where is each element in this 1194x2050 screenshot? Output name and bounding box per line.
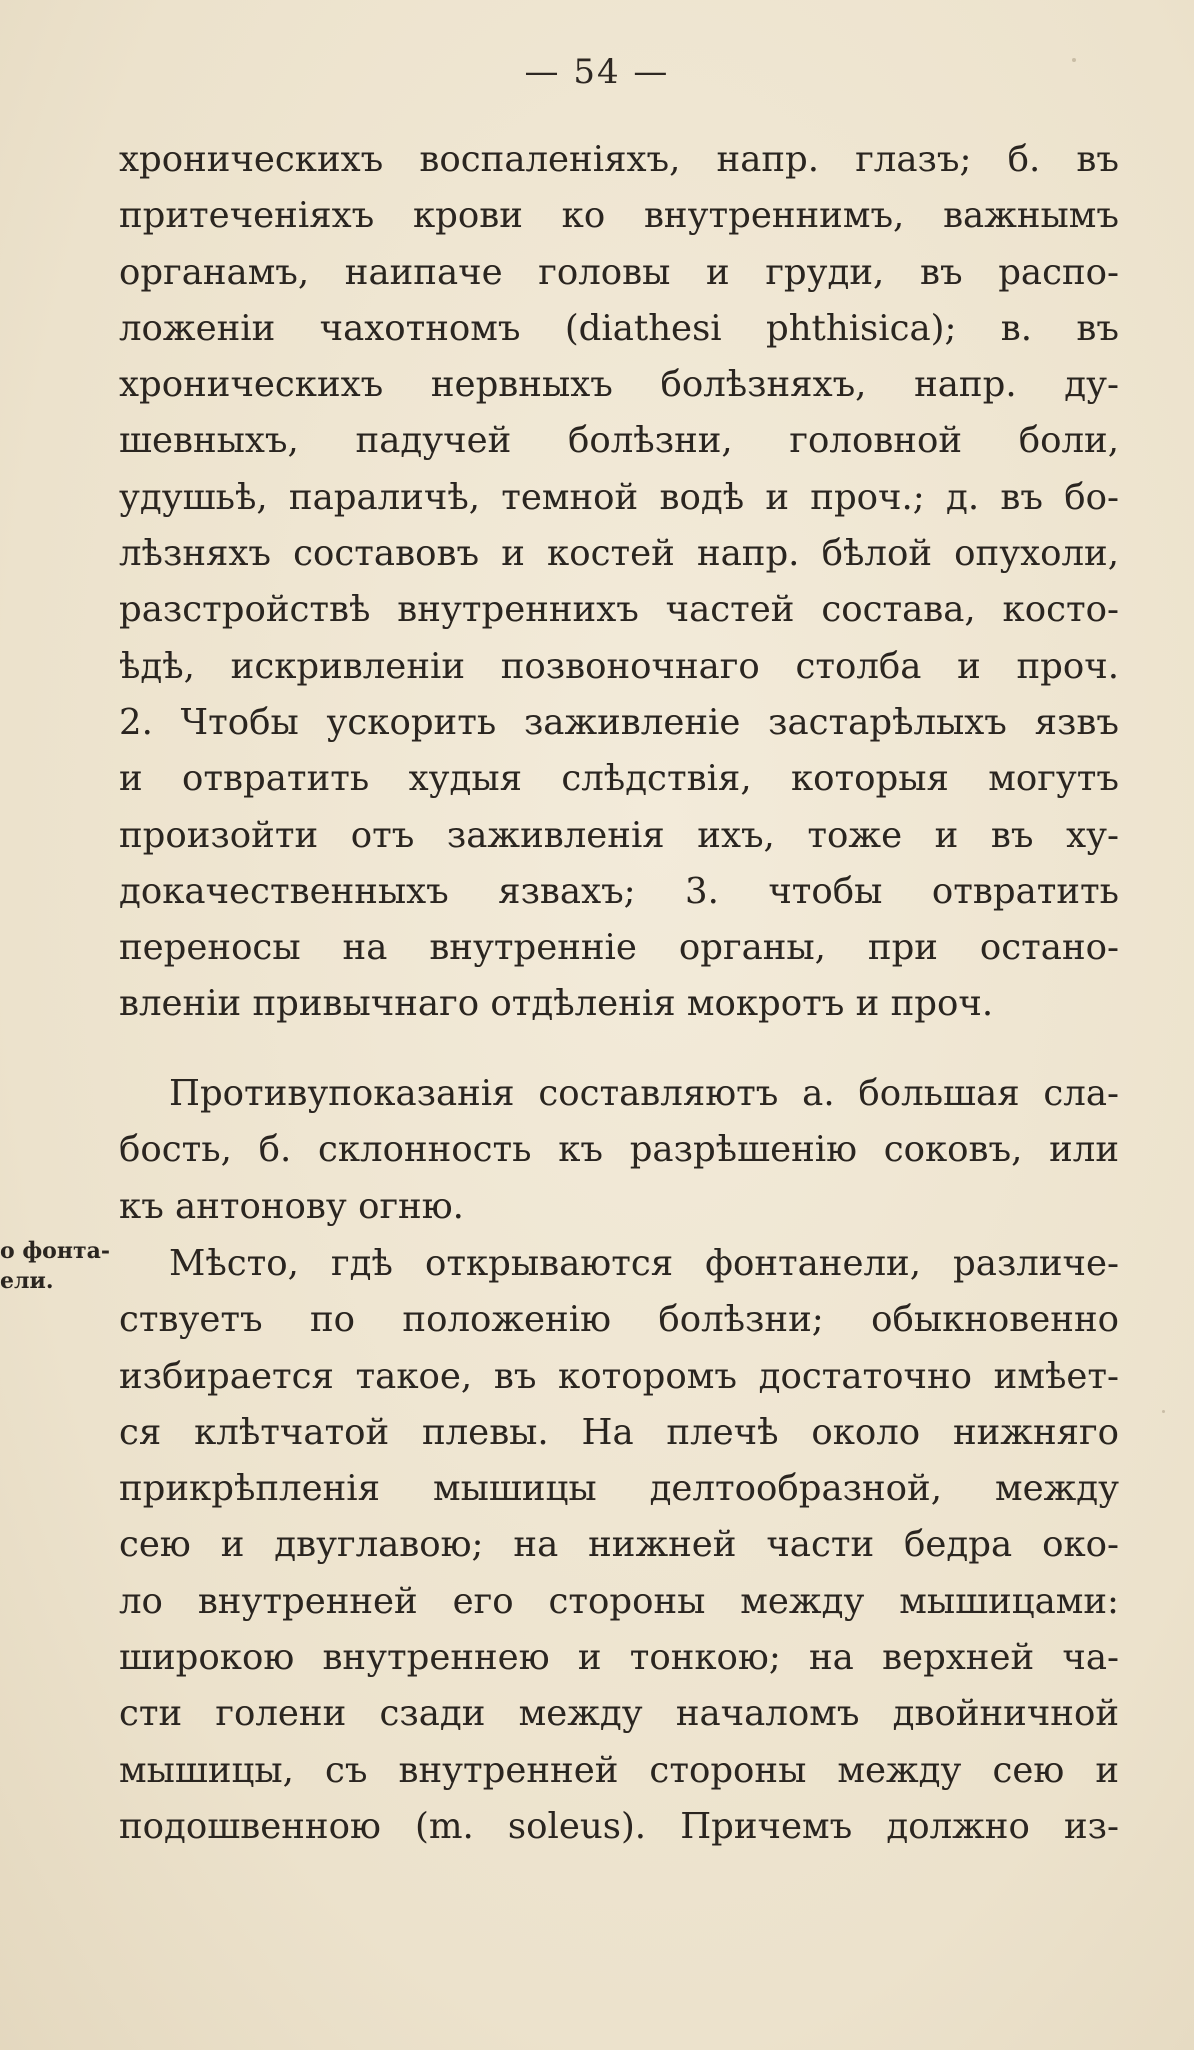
text-line: бость, б. склонность къ разрѣшенію соковъ, или	[119, 1129, 1119, 1171]
marginal-note-line: ели.	[0, 1268, 54, 1294]
text-line: ся клѣтчатой плевы. На плечѣ около нижняго	[119, 1411, 1119, 1453]
text-line: лѣзняхъ составовъ и костей напр. бѣлой опухоли,	[119, 533, 1119, 575]
text-line: и отвратить худыя слѣдствія, которыя могутъ	[119, 758, 1119, 800]
paper-speck	[1162, 1410, 1165, 1413]
text-line: къ антонову огню.	[119, 1185, 464, 1227]
paragraph-location	[119, 1236, 1119, 1855]
text-line: хроническихъ воспаленіяхъ, напр. глазъ; б. въ	[119, 139, 1119, 180]
text-line: Противупоказанія составляютъ а. большая сла-	[169, 1073, 1119, 1114]
text-line: хроническихъ нервныхъ болѣзняхъ, напр. ду-	[119, 364, 1119, 406]
text-line: мышицы, съ внутренней стороны между сею и	[119, 1749, 1119, 1791]
page-number: — 54 —	[524, 52, 670, 92]
text-line: шевныхъ, падучей болѣзни, головной боли,	[119, 420, 1119, 462]
paragraph-contraindications	[119, 1066, 1119, 1235]
text-line: широкою внутреннею и тонкою; на верхней ча-	[119, 1637, 1119, 1679]
text-line: ствуетъ по положенію болѣзни; обыкновенно	[119, 1299, 1119, 1341]
text-line: ло внутренней его стороны между мышицами:	[119, 1580, 1119, 1622]
text-line: докачественныхъ язвахъ; 3. чтобы отвратить	[119, 870, 1119, 912]
text-line: удушьѣ, параличѣ, темной водѣ и проч.; д. въ бо-	[119, 476, 1119, 518]
text-line: сею и двуглавою; на нижней части бедра око-	[119, 1524, 1119, 1566]
marginal-note-line: о фонта-	[0, 1238, 110, 1264]
text-line: избирается такое, въ которомъ достаточно имѣет-	[119, 1355, 1119, 1397]
paper-speck	[1072, 58, 1076, 62]
text-line: притеченіяхъ крови ко внутреннимъ, важнымъ	[119, 195, 1119, 237]
text-line: ложеніи чахотномъ (diathesi phthisica); в. въ	[119, 307, 1119, 349]
text-line: переносы на внутренніе органы, при остано-	[119, 927, 1119, 969]
text-line: ѣдѣ, искривленіи позвоночнаго столба и проч.	[119, 645, 1119, 687]
text-line: органамъ, наипаче головы и груди, въ распо-	[119, 251, 1119, 293]
text-line: разстройствѣ внутреннихъ частей состава, косто-	[119, 589, 1119, 631]
text-line: вленіи привычнаго отдѣленія мокротъ и проч.	[119, 983, 994, 1025]
text-line: Мѣсто, гдѣ открываются фонтанели, различе-	[169, 1243, 1119, 1284]
marginal-note	[0, 1236, 110, 1296]
text-line: подошвенною (m. soleus). Причемъ должно из-	[119, 1805, 1119, 1847]
text-line: произойти отъ заживленія ихъ, тоже и въ ху-	[119, 814, 1119, 856]
paragraph-indications	[119, 132, 1119, 1033]
text-line: прикрѣпленія мышицы делтообразной, между	[119, 1468, 1119, 1510]
text-line: 2. Чтобы ускорить заживленіе застарѣлыхъ язвъ	[119, 701, 1119, 743]
text-line: сти голени сзади между началомъ двойничной	[119, 1693, 1119, 1735]
